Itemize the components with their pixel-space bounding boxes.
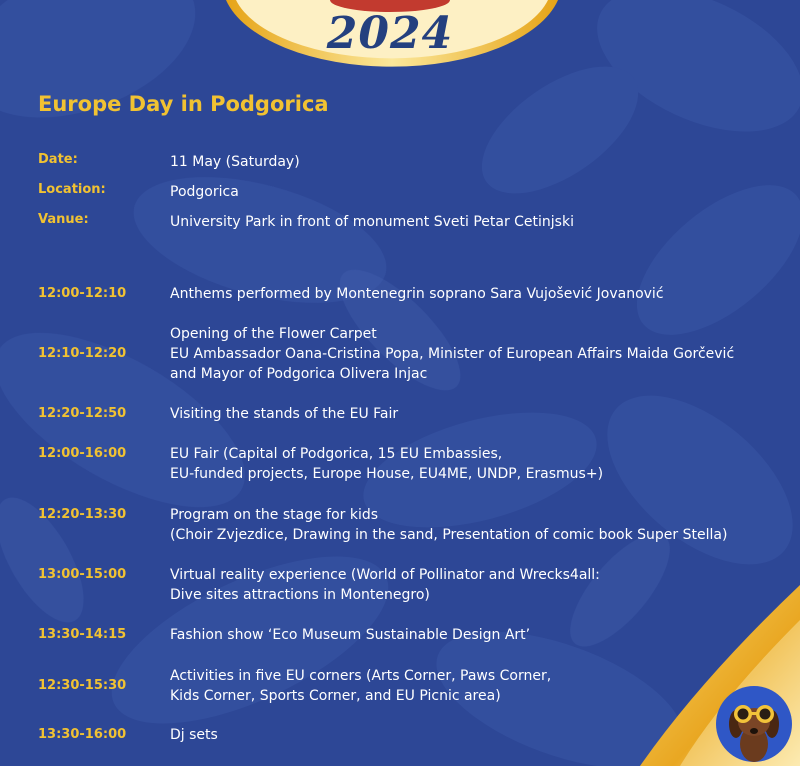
info-value: Podgorica (170, 184, 239, 200)
info-label: Vanue: (38, 212, 89, 227)
schedule-description: Program on the stage for kids (Choir Zvjezdice, Drawing in the sand, Presentation of comic book Super Stella) (170, 507, 728, 543)
schedule-description: Virtual reality experience (World of Pollinator and Wrecks4all: Dive sites attractions in Montenegro) (170, 567, 600, 603)
schedule-time: 13:00-15:00 (38, 567, 127, 582)
schedule-time: 13:30-14:15 (38, 627, 127, 642)
schedule-description: Visiting the stands of the EU Fair (170, 406, 399, 422)
year-label: 2024 (326, 8, 454, 59)
schedule-description: Anthems performed by Montenegrin soprano Sara Vujošević Jovanović (170, 286, 664, 302)
schedule-description: Opening of the Flower Carpet EU Ambassador Oana-Cristina Popa, Minister of European Affairs Maida Gorčević and Mayor of Podgorica Olivera Injac (170, 326, 735, 382)
page-title: Europe Day in Podgorica (38, 92, 329, 116)
schedule-time: 12:10-12:20 (38, 346, 127, 361)
info-label: Date: (38, 152, 78, 167)
schedule-description: Fashion show ‘Eco Museum Sustainable Design Art’ (170, 627, 531, 643)
schedule-description: Dj sets (170, 727, 218, 743)
schedule-time: 12:20-12:50 (38, 406, 127, 421)
dog-mascot-icon (714, 684, 794, 764)
info-value: University Park in front of monument Sveti Petar Cetinjski (170, 214, 574, 230)
schedule-time: 12:00-12:10 (38, 286, 127, 301)
schedule-description: EU Fair (Capital of Podgorica, 15 EU Embassies, EU-funded projects, Europe House, EU4ME, UNDP, Erasmus+) (170, 446, 604, 482)
info-value: 11 May (Saturday) (170, 154, 300, 170)
schedule-description: Activities in five EU corners (Arts Corner, Paws Corner, Kids Corner, Sports Corner, and EU Picnic area) (170, 668, 552, 704)
info-label: Location: (38, 182, 106, 197)
schedule-time: 13:30-16:00 (38, 727, 127, 742)
schedule-time: 12:20-13:30 (38, 507, 127, 522)
schedule-time: 12:30-15:30 (38, 678, 127, 693)
schedule-time: 12:00-16:00 (38, 446, 127, 461)
